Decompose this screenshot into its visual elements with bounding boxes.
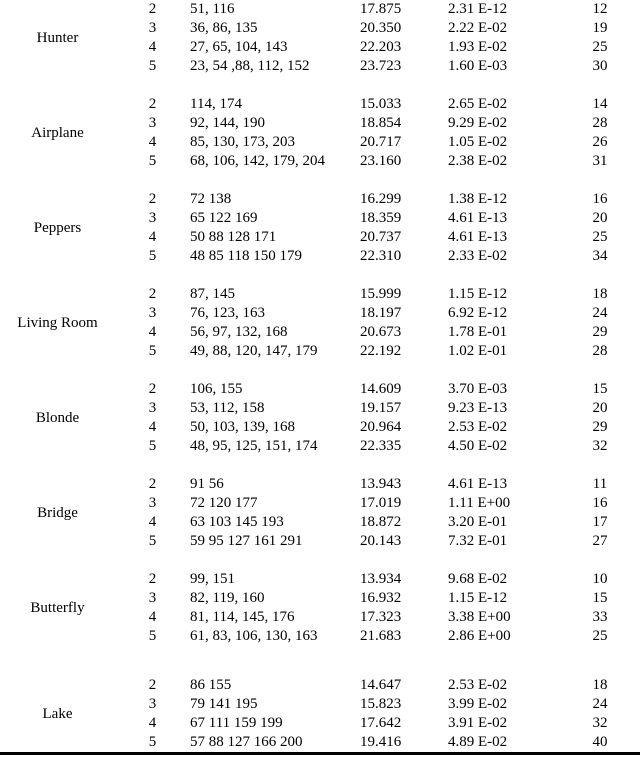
cell-metric-value: 23.723	[360, 58, 402, 74]
cell-metric-value: 23.160	[360, 153, 402, 169]
cell-threshold-values: 57 88 127 166 200	[190, 734, 303, 750]
cell-threshold-values: 48, 95, 125, 151, 174	[190, 438, 318, 454]
cell-count-value: 29	[592, 324, 608, 340]
cell-threshold-values: 51, 116	[190, 1, 235, 17]
cell-error-value: 2.22 E-02	[448, 20, 508, 36]
cell-metric-value: 21.683	[360, 628, 402, 644]
cell-metric-value: 13.943	[360, 476, 402, 492]
cell-count-value: 34	[592, 248, 608, 264]
cell-threshold-values: 23, 54 ,88, 112, 152	[190, 58, 310, 74]
spacer-cell	[0, 456, 640, 475]
cell-threshold-count: 5	[148, 628, 157, 644]
table-row	[0, 676, 640, 695]
cell-error-value: 2.31 E-12	[448, 1, 508, 17]
cell-error-value: 3.70 E-03	[448, 381, 508, 397]
cell-metric-value: 20.673	[360, 324, 402, 340]
cell-threshold-count: 3	[148, 495, 157, 511]
cell-count-value: 15	[592, 381, 608, 397]
group-spacer-row	[0, 361, 640, 380]
cell-count-value: 10	[592, 571, 608, 587]
cell-threshold-count: 3	[148, 20, 157, 36]
cell-metric-value: 14.647	[360, 677, 402, 693]
cell-threshold-values: 48 85 118 150 179	[190, 248, 302, 264]
cell-threshold-values: 50 88 128 171	[190, 229, 277, 245]
cell-threshold-values: 72 138	[190, 191, 232, 207]
cell-count-value: 20	[592, 400, 608, 416]
cell-metric-value: 19.416	[360, 734, 402, 750]
cell-error-value: 2.86 E+00	[448, 628, 511, 644]
cell-error-value: 1.38 E-12	[448, 191, 508, 207]
cell-error-value: 4.61 E-13	[448, 229, 508, 245]
cell-count-value: 32	[592, 438, 608, 454]
cell-threshold-count: 4	[148, 715, 157, 731]
cell-threshold-values: 87, 145	[190, 286, 235, 302]
cell-threshold-values: 91 56	[190, 476, 224, 492]
group-spacer-row	[0, 266, 640, 285]
cell-error-value: 1.15 E-12	[448, 286, 508, 302]
cell-metric-value: 15.999	[360, 286, 402, 302]
cell-threshold-count: 3	[148, 400, 157, 416]
cell-threshold-values: 72 120 177	[190, 495, 258, 511]
cell-error-value: 1.60 E-03	[448, 58, 508, 74]
cell-threshold-values: 56, 97, 132, 168	[190, 324, 288, 340]
cell-metric-value: 16.299	[360, 191, 402, 207]
cell-threshold-values: 106, 155	[190, 381, 243, 397]
cell-threshold-count: 3	[148, 305, 157, 321]
cell-threshold-values: 81, 114, 145, 176	[190, 609, 295, 625]
cell-threshold-count: 5	[148, 533, 157, 549]
image-name-cell: Airplane	[31, 124, 84, 141]
table-row	[0, 570, 640, 589]
cell-count-value: 20	[592, 210, 608, 226]
cell-metric-value: 15.033	[360, 96, 402, 112]
cell-count-value: 25	[592, 39, 608, 55]
cell-threshold-count: 4	[148, 514, 157, 530]
cell-threshold-count: 2	[148, 571, 157, 587]
cell-error-value: 2.38 E-02	[448, 153, 508, 169]
group-spacer-row	[0, 551, 640, 570]
cell-metric-value: 14.609	[360, 381, 402, 397]
cell-threshold-values: 50, 103, 139, 168	[190, 419, 295, 435]
cell-metric-value: 18.872	[360, 514, 402, 530]
cell-count-value: 16	[592, 191, 608, 207]
cell-threshold-count: 4	[148, 324, 157, 340]
cell-metric-value: 17.019	[360, 495, 402, 511]
cell-threshold-count: 3	[148, 210, 157, 226]
cell-threshold-count: 2	[148, 476, 157, 492]
cell-error-value: 1.02 E-01	[448, 343, 508, 359]
cell-count-value: 18	[592, 677, 608, 693]
group-spacer-row	[0, 76, 640, 95]
cell-threshold-values: 76, 123, 163	[190, 305, 265, 321]
spacer-cell	[0, 76, 640, 95]
cell-threshold-count: 5	[148, 248, 157, 264]
cell-error-value: 3.99 E-02	[448, 696, 508, 712]
cell-threshold-values: 68, 106, 142, 179, 204	[190, 153, 325, 169]
cell-count-value: 33	[592, 609, 608, 625]
cell-error-value: 2.53 E-02	[448, 677, 508, 693]
image-name-cell: Blonde	[35, 409, 80, 426]
cell-count-value: 15	[592, 590, 608, 606]
cell-error-value: 2.53 E-02	[448, 419, 508, 435]
cell-threshold-count: 4	[148, 229, 157, 245]
cell-count-value: 30	[592, 58, 608, 74]
cell-threshold-count: 4	[148, 609, 157, 625]
cell-error-value: 2.65 E-02	[448, 96, 508, 112]
cell-error-value: 9.68 E-02	[448, 571, 508, 587]
cell-metric-value: 18.854	[360, 115, 402, 131]
cell-error-value: 6.92 E-12	[448, 305, 508, 321]
table-row	[0, 190, 640, 209]
cell-threshold-count: 2	[148, 677, 157, 693]
image-name-cell: Living Room	[17, 314, 98, 331]
cell-threshold-count: 3	[148, 590, 157, 606]
cell-threshold-count: 5	[148, 438, 157, 454]
cell-metric-value: 18.359	[360, 210, 402, 226]
cell-threshold-count: 2	[148, 286, 157, 302]
cell-metric-value: 15.823	[360, 696, 402, 712]
cell-error-value: 1.15 E-12	[448, 590, 508, 606]
cell-error-value: 2.33 E-02	[448, 248, 508, 264]
cell-metric-value: 20.350	[360, 20, 402, 36]
cell-threshold-values: 27, 65, 104, 143	[190, 39, 288, 55]
cell-count-value: 24	[592, 696, 608, 712]
cell-count-value: 19	[592, 20, 608, 36]
cell-error-value: 1.05 E-02	[448, 134, 508, 150]
cell-error-value: 4.50 E-02	[448, 438, 508, 454]
image-name-cell: Bridge	[37, 504, 78, 521]
cell-error-value: 1.11 E+00	[448, 495, 511, 511]
cell-threshold-values: 61, 83, 106, 130, 163	[190, 628, 318, 644]
cell-threshold-count: 5	[148, 343, 157, 359]
cell-metric-value: 22.310	[360, 248, 402, 264]
cell-threshold-values: 36, 86, 135	[190, 20, 258, 36]
image-name-cell: Peppers	[33, 219, 82, 236]
cell-threshold-count: 2	[148, 1, 157, 17]
group-spacer-row	[0, 456, 640, 475]
cell-threshold-values: 59 95 127 161 291	[190, 533, 303, 549]
cell-threshold-count: 4	[148, 419, 157, 435]
cell-metric-value: 22.203	[360, 39, 402, 55]
cell-metric-value: 19.157	[360, 400, 402, 416]
spacer-cell	[0, 171, 640, 190]
table-row	[0, 380, 640, 399]
cell-threshold-values: 63 103 145 193	[190, 514, 284, 530]
table-row	[0, 95, 640, 114]
cell-metric-value: 20.717	[360, 134, 402, 150]
cell-threshold-values: 82, 119, 160	[190, 590, 265, 606]
cell-threshold-values: 49, 88, 120, 147, 179	[190, 343, 318, 359]
cell-count-value: 17	[592, 514, 608, 530]
cell-threshold-count: 4	[148, 39, 157, 55]
cell-error-value: 9.29 E-02	[448, 115, 508, 131]
cell-threshold-values: 65 122 169	[190, 210, 258, 226]
cell-threshold-count: 2	[148, 96, 157, 112]
cell-count-value: 29	[592, 419, 608, 435]
cell-count-value: 27	[592, 533, 608, 549]
cell-error-value: 7.32 E-01	[448, 533, 508, 549]
cell-threshold-values: 86 155	[190, 677, 232, 693]
cell-count-value: 18	[592, 286, 608, 302]
cell-count-value: 31	[592, 153, 608, 169]
cell-threshold-values: 99, 151	[190, 571, 235, 587]
image-name-cell: Lake	[42, 705, 73, 722]
cell-count-value: 14	[592, 96, 608, 112]
cell-metric-value: 17.323	[360, 609, 402, 625]
cell-threshold-count: 3	[148, 696, 157, 712]
cell-count-value: 32	[592, 715, 608, 731]
cell-count-value: 28	[592, 115, 608, 131]
cell-error-value: 4.61 E-13	[448, 210, 508, 226]
cell-threshold-values: 92, 144, 190	[190, 115, 265, 131]
spacer-cell	[0, 646, 640, 676]
cell-count-value: 24	[592, 305, 608, 321]
cell-threshold-count: 3	[148, 115, 157, 131]
cell-count-value: 25	[592, 628, 608, 644]
cell-metric-value: 22.335	[360, 438, 402, 454]
spacer-cell	[0, 551, 640, 570]
cell-error-value: 4.61 E-13	[448, 476, 508, 492]
cell-metric-value: 20.964	[360, 419, 402, 435]
cell-error-value: 1.93 E-02	[448, 39, 508, 55]
cell-threshold-count: 4	[148, 134, 157, 150]
cell-error-value: 1.78 E-01	[448, 324, 508, 340]
cell-count-value: 28	[592, 343, 608, 359]
cell-error-value: 3.38 E+00	[448, 609, 511, 625]
table-row	[0, 285, 640, 304]
group-spacer-row	[0, 646, 640, 676]
cell-metric-value: 22.192	[360, 343, 402, 359]
cell-error-value: 3.20 E-01	[448, 514, 508, 530]
cell-threshold-values: 67 111 159 199	[190, 715, 283, 731]
cell-threshold-values: 114, 174	[190, 96, 242, 112]
cell-threshold-values: 53, 112, 158	[190, 400, 265, 416]
cell-threshold-values: 85, 130, 173, 203	[190, 134, 295, 150]
group-spacer-row	[0, 171, 640, 190]
cell-count-value: 16	[592, 495, 608, 511]
cell-error-value: 4.89 E-02	[448, 734, 508, 750]
table-row	[0, 0, 640, 19]
image-name-cell: Butterfly	[30, 599, 85, 616]
cell-metric-value: 20.143	[360, 533, 402, 549]
cell-count-value: 26	[592, 134, 608, 150]
cell-metric-value: 20.737	[360, 229, 402, 245]
cell-threshold-count: 2	[148, 191, 157, 207]
cell-count-value: 25	[592, 229, 608, 245]
spacer-cell	[0, 361, 640, 380]
image-name-cell: Hunter	[36, 29, 79, 46]
cell-error-value: 3.91 E-02	[448, 715, 508, 731]
spacer-cell	[0, 266, 640, 285]
cell-threshold-count: 5	[148, 58, 157, 74]
cell-count-value: 12	[592, 1, 608, 17]
cell-threshold-values: 79 141 195	[190, 696, 258, 712]
cell-count-value: 11	[592, 476, 608, 492]
cell-metric-value: 18.197	[360, 305, 402, 321]
cell-metric-value: 16.932	[360, 590, 402, 606]
table-row	[0, 475, 640, 494]
cell-metric-value: 17.642	[360, 715, 402, 731]
cell-metric-value: 17.875	[360, 1, 402, 17]
cell-threshold-count: 5	[148, 734, 157, 750]
cell-metric-value: 13.934	[360, 571, 402, 587]
cell-error-value: 9.23 E-13	[448, 400, 508, 416]
cell-threshold-count: 5	[148, 153, 157, 169]
cell-threshold-count: 2	[148, 381, 157, 397]
cell-count-value: 40	[592, 734, 608, 750]
